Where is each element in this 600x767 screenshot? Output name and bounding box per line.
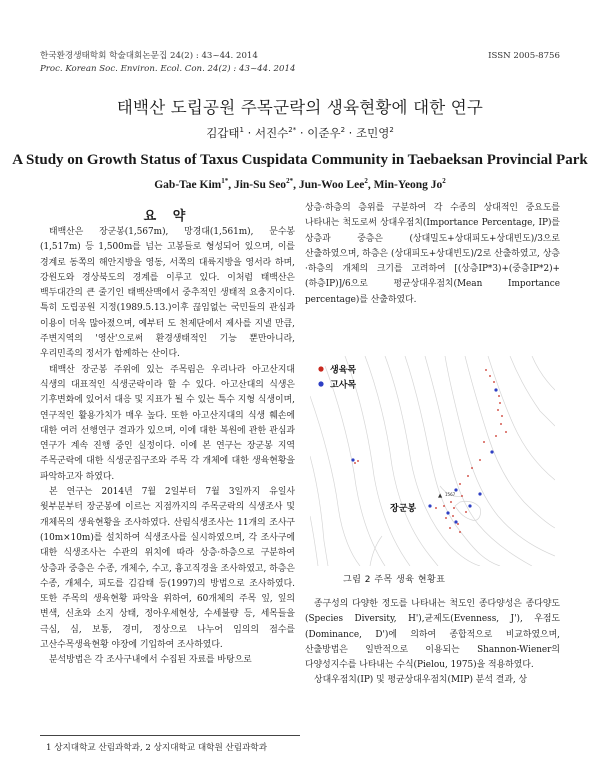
author-name: 조민영 xyxy=(356,126,390,140)
paragraph: 분석방법은 각 조사구내에서 수집된 자료를 바탕으로 xyxy=(49,655,252,666)
live-tree-point xyxy=(445,517,447,519)
paragraph: 본 연구는 2014년 7월 2일부터 7월 3일까지 유일사 윗부분부터 장군봉에 이르는 지점까지의 주목군락의 식생조사 및 개체목의 생육현황을 조사하였다. 산림식생조사는 11개의 조사구(10m×10m)를 설치하여 식생조사를 실시하였으며, 각 조사구에 대한 식생조사는 수관의 위치에 따라 상층·하층으로 구분하여 상층과 중층은 수종, 개체수, 수고, 흉고직경을 조사하였고, 하층은 수종, 개체수, 피도를 김갑태 등(1997)의 방법으로 조사하였다. 또한 주목의 생육현황 파악을 위하여, 60개체의 주목 잎, 잎의 변색, 신초와 소지 상태, 정아우세현상, 수세불량 등, 세목들을 극심, 심, 보통, 경미, 정상으로 나누어 임의의 점수를 고산수목생육현황 야장에 기입하여 조사하였다. xyxy=(40,487,295,651)
journal-citation-en: Proc. Korean Soc. Environ. Ecol. Con. 24(2) : 43~44. 2014 xyxy=(40,64,296,74)
legend-live-label: 생육목 xyxy=(330,365,357,376)
author-separator: · xyxy=(244,126,255,140)
author-separator: · xyxy=(345,126,356,140)
author-name: Min-Yeong Jo xyxy=(373,178,443,191)
footnote: 1 상지대학교 산림과학과, 2 상지대학교 대학원 산림과학과 xyxy=(46,743,267,753)
affiliation-mark: 2 xyxy=(364,177,368,185)
legend-dead-dot xyxy=(318,381,323,386)
live-tree-point xyxy=(505,431,507,433)
paragraph: 종구성의 다양한 정도를 나타내는 척도인 종다양성은 종다양도(Species Diversity, H'),균제도(Evenness, J'), 우점도(Dominance, D')에 의하여 종합적으로 비교하였으며, 산출방법은 일반적으로 이용되는 Shannon-Wiener의 다양성지수를 나타내는 수식(Pielou, 1975)을 적용하였다. xyxy=(305,599,560,671)
live-tree-point xyxy=(452,515,454,517)
journal-citation-ko: 한국환경생태학회 학술대회논문집 24(2) : 43~44. 2014 xyxy=(40,51,258,61)
live-tree-point xyxy=(457,523,459,525)
left-column xyxy=(40,225,295,669)
paragraph: 상층·하층의 층위를 구분하여 각 수종의 상대적인 중요도를 나타내는 척도로써 상대우점치(Importance Percentage, IP)를 상층과 중층은 (상대밀도+상대피도+상대빈도)/3으로 산출하였으며, 하층은 (상대피도+상대빈도)/2로 산출하였고, 상층·하층의 개체의 크기를 고려하여 [(상층IP*3)+(중층IP*2)+(하층IP)]/6으로 평균상대우점치(Mean Importance percentage)를 산출하였다. xyxy=(305,203,560,305)
live-tree-point xyxy=(495,435,497,437)
dead-tree-point xyxy=(494,388,497,391)
live-tree-point xyxy=(499,402,501,404)
live-tree-point xyxy=(357,460,359,462)
live-tree-point xyxy=(497,409,499,411)
live-tree-point xyxy=(467,475,469,477)
peak-label: 장군봉 xyxy=(390,504,417,514)
author-separator: · xyxy=(296,126,308,140)
live-tree-point xyxy=(465,511,467,513)
live-tree-point xyxy=(435,507,437,509)
affiliation-mark: 2 xyxy=(340,126,346,135)
dead-tree-point xyxy=(446,511,449,514)
authors-english: Gab-Tae Kim$^{1*}$, Jin-Su Seo$^{2*}$, Jun-Woo Lee$^2$, Min-Yeong Jo$^2$ xyxy=(154,177,446,191)
affiliation-mark: 2 xyxy=(389,126,394,135)
live-tree-point xyxy=(500,423,502,425)
right-column-bottom xyxy=(305,597,560,689)
live-tree-point xyxy=(489,375,491,377)
live-tree-point xyxy=(459,483,461,485)
figure-caption: 그림 2 주목 생육 현황표 xyxy=(343,575,446,585)
peak-elevation: 1567 xyxy=(445,492,456,497)
dead-tree-point xyxy=(454,520,457,523)
title-korean: 태백산 도립공원 주목군락의 생육현황에 대한 연구 xyxy=(116,98,484,117)
affiliation-mark: 1* xyxy=(221,177,229,185)
dead-tree-point xyxy=(478,492,481,495)
legend-live-dot xyxy=(318,366,323,371)
paragraph: 태백산은 장군봉(1,567m), 망경대(1,561m), 문수봉(1,517m) 등 1,500m를 넘는 고봉들로 형성되어 있으며, 이를 경계로 동쪽의 해안지방을 영동, 서쪽의 대륙지방을 영서라 하며, 강원도와 경상북도의 경계를 이루고 있다. 이처럼 태백산은 백두대간의 큰 줄기인 태백산맥에서 중추적인 생태적 요충지이다. 특히 도립공원 지정(1989.5.13.)이후 끊임없는 국민들의 관심과 이용이 더욱 많아졌으며, 예부터 도 천제단에서 제사를 지낼 만큼, 주변지역의 '영산'으로써 환경생태적인 기능 뿐만아니라, 우리민족의 정서가 함께하는 산이다. xyxy=(40,227,295,360)
live-tree-point xyxy=(459,531,461,533)
legend-dead-label: 고사목 xyxy=(330,380,357,391)
author-name: Gab-Tae Kim xyxy=(154,178,222,191)
issn: ISSN 2005-8756 xyxy=(488,51,560,61)
affiliation-mark: 2* xyxy=(286,177,294,185)
affiliation-mark: 2* xyxy=(288,126,297,135)
affiliation-mark: 2 xyxy=(442,177,446,185)
live-tree-point xyxy=(450,501,452,503)
live-tree-point xyxy=(479,459,481,461)
figure-map xyxy=(310,356,555,566)
author-name: 서진수 xyxy=(254,126,289,140)
live-tree-point xyxy=(483,441,485,443)
live-tree-point xyxy=(485,369,487,371)
dead-tree-point xyxy=(351,458,354,461)
title-english: A Study on Growth Status of Taxus Cuspidata Community in Taebaeksan Provincial Park xyxy=(12,152,588,168)
live-tree-point xyxy=(501,415,503,417)
contour-map xyxy=(310,356,555,566)
live-tree-point xyxy=(461,495,463,497)
live-tree-point xyxy=(453,507,455,509)
live-tree-point xyxy=(449,527,451,529)
right-column-top xyxy=(305,201,560,308)
author-name: Jin-Su Seo xyxy=(233,178,287,191)
dead-tree-point xyxy=(490,450,493,453)
live-tree-point xyxy=(493,381,495,383)
paragraph: 태백산 장군봉 주위에 있는 주목림은 우리나라 아고산지대 식생의 대표적인 식생군락이라 할 수 있다. 아고산대의 식생은 기후변화에 있어서 대응 및 지표가 될 수 있는 특수 지형 식생이며, 연구적인 활용가치가 매우 높다. 또한 아고산지대의 식생 훼손에 대한 여러 선행연구 결과가 있으며, 이에 대한 복원에 관한 관심과 연구가 계속 진행 중인 실정이다. 이에 본 연구는 장군봉 지역 주목군락에 대한 식생군집구조와 주목 각 개체에 대한 생육현황을 파악하고자 하였다. xyxy=(40,364,295,482)
author-name: 이준우 xyxy=(307,126,341,140)
live-tree-point xyxy=(471,467,473,469)
live-tree-point xyxy=(443,505,445,507)
live-tree-point xyxy=(498,395,500,397)
authors-korean xyxy=(0,125,600,141)
footnote-rule xyxy=(40,735,300,736)
affiliation-mark: 1 xyxy=(239,126,244,135)
author-name: Jun-Woo Lee xyxy=(298,178,365,191)
abstract-heading: 요 약 xyxy=(143,209,192,224)
dead-tree-point xyxy=(468,504,471,507)
author-name: 김갑태 xyxy=(206,126,240,140)
dead-tree-point xyxy=(428,504,431,507)
live-tree-point xyxy=(354,462,356,464)
paragraph: 상대우점치(IP) 및 평균상대우점치(MIP) 분석 결과, 상 xyxy=(314,675,528,686)
peak-triangle: ▲ xyxy=(438,493,443,499)
